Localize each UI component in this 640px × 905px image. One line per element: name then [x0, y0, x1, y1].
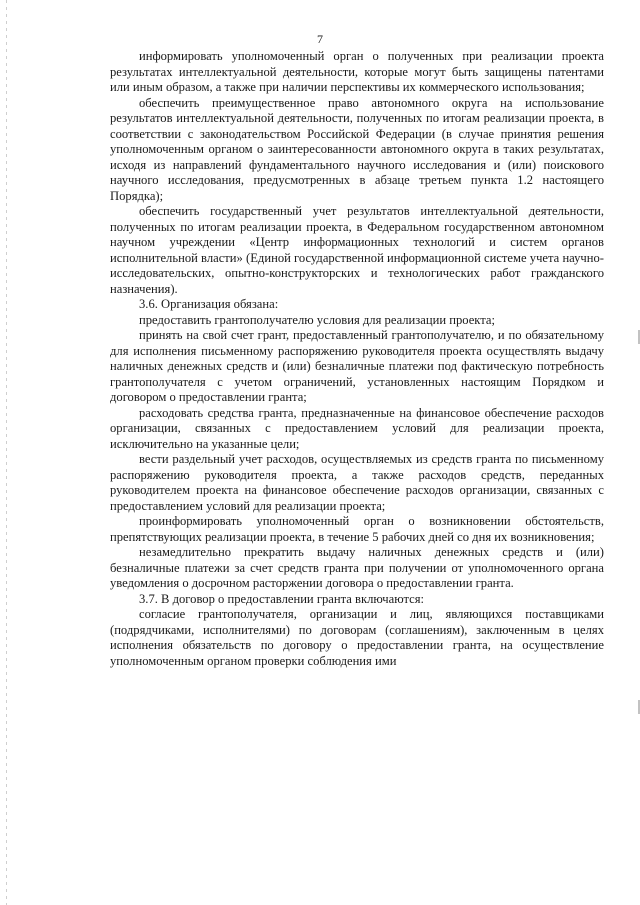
paragraph-inform-obstacles: проинформировать уполномоченный орган о возникновении обстоятельств, препятствующих реализации проекта, в течение 5 рабочих дней со дня их возникновения;: [110, 514, 604, 544]
paragraph-separate-accounting: вести раздельный учет расходов, осуществляемых из средств гранта по письменному распоряжению руководителя проекта, а также расходов средств, переданных руководителем проекта на финансовое обеспечение расходов организации, связанных с предоставлением условий для реализации проекта;: [110, 452, 604, 513]
paragraph-stop-payments: незамедлительно прекратить выдачу наличных денежных средств и (или) безналичные платежи за счет средств гранта при получении от уполномоченного органа уведомления о досрочном расторжении договора о предоставлении гранта.: [110, 545, 604, 590]
paragraph-accept-grant: принять на свой счет грант, предоставленный грантополучателю, и по обязательному для исполнения письменному распоряжению руководителя проекта осуществлять выдачу наличных денежных средств и (или) безналичные платежи под фактическую потребность грантополучателя с учетом ограничений, установленных настоящим Порядком и договором о предоставлении гранта;: [110, 328, 604, 404]
scan-margin-dots: [6, 0, 7, 905]
paragraph-spend-funds: расходовать средства гранта, предназначенные на финансовое обеспечение расходов организации, связанных с предоставлением условий для реализации проекта, исключительно на указанные цели;: [110, 405, 604, 451]
paragraph-inform-results: информировать уполномоченный орган о полученных при реализации проекта результатах интеллектуальной деятельности, которые могут быть защищены патентами или иным образом, а также при наличии перспективы их коммерческого использования;: [110, 49, 604, 94]
paragraph-priority-right: обеспечить преимущественное право автономного округа на использование результатов интеллектуальной деятельности, полученных по итогам реализации проекта, в соответствии с законодательством Российской Федерации (в случае принятия решения уполномоченным органом о заинтересованности автономного округа в таких результатах, исходя из направлений фундаментального научного исследования и (или) поискового научного исследования, предусмотренных в абзаце третьем пункта 1.2 настоящего Порядка);: [110, 95, 604, 203]
section-heading-3-6: 3.6. Организация обязана:: [139, 297, 279, 311]
document-body: [110, 49, 604, 669]
paragraph-provide-conditions: предоставить грантополучателю условия для реализации проекта;: [139, 312, 496, 327]
section-heading-3-7: 3.7. В договор о предоставлении гранта включаются:: [139, 591, 424, 606]
paragraph-consent: согласие грантополучателя, организации и лиц, являющихся поставщиками (подрядчиками, исполнителями) по договорам (соглашениям), заключенным в целях исполнения обязательств по договору о предоставлении гранта, на осуществление уполномоченным органом проверки соблюдения ими: [110, 607, 604, 668]
paragraph-state-accounting: обеспечить государственный учет результатов интеллектуальной деятельности, полученных по итогам реализации проекта, в Федеральном государственном автономном научном учреждении «Центр информационных технологий и систем органов исполнительной власти» (Единой государственной информационной системе учета научно-исследовательских, опытно-конструкторских и технологических работ гражданского назначения).: [110, 204, 604, 296]
page-number: 7: [317, 32, 323, 46]
